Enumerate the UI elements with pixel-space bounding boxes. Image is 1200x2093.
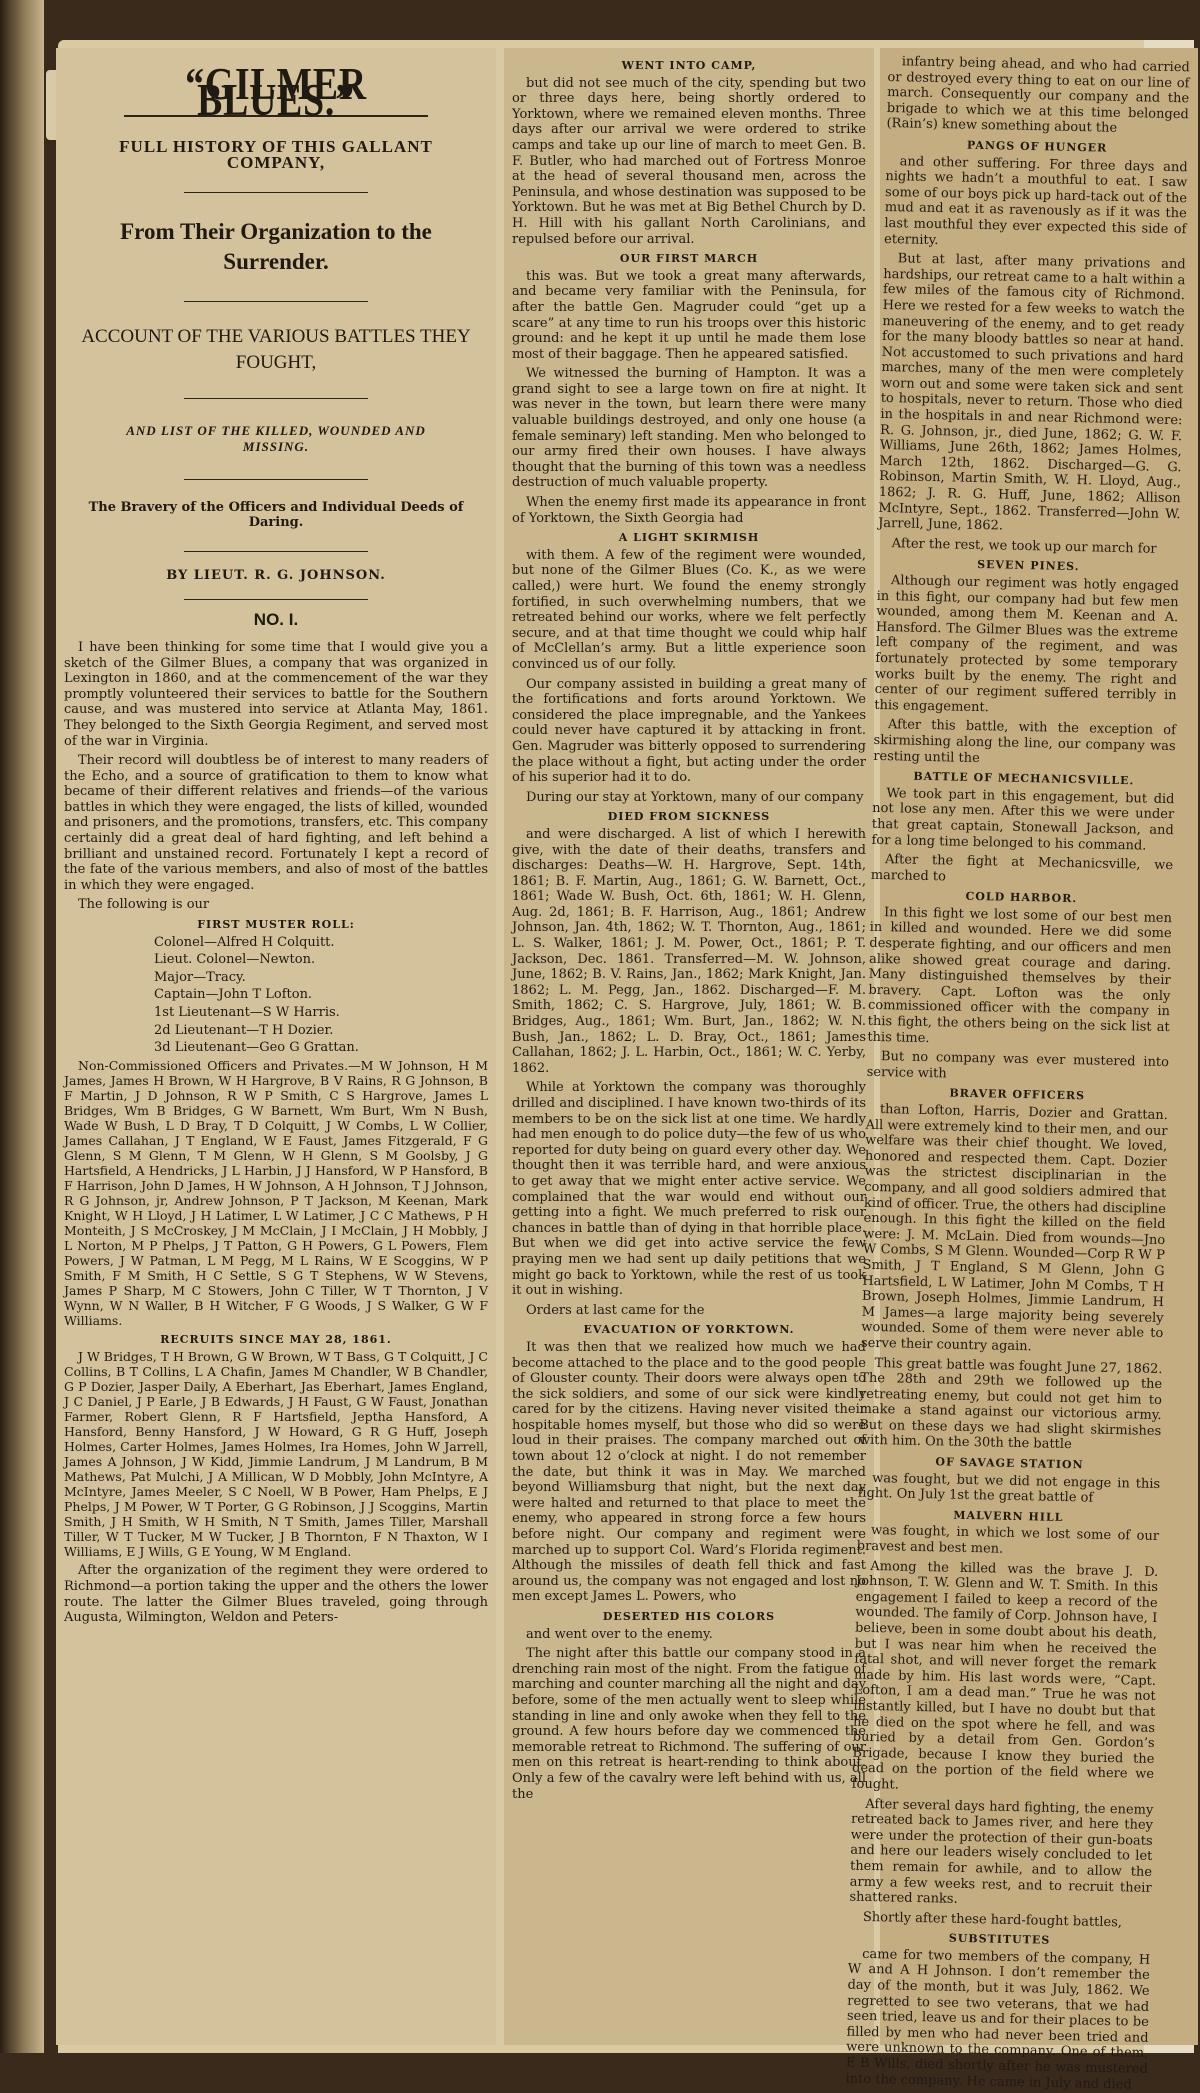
part-number: NO. I.: [253, 610, 299, 630]
paragraph: than Lofton, Harris, Dozier and Grattan. All were extremely kind to their men, and our welfare was their chief thought. We loved, honored and respected them. Capt. Dozier was the strictest disciplinarian in the company, and all good soldiers admired that kind of officer. True, the others had discipline enough. In this fight the killed on the field were: J. M. McLain. Died from wounds—Jno W Combs, S M Glenn. Wounded—Corp R W P Smith, J T England, S M Glenn, John G Hartsfield, L W Latimer, John M Combs, T H Brown, Joseph Holmes, Jimmie Landrum, H M James—a large majority being severely wounded. Some of them were never able to serve their country again.: [860, 1102, 1168, 1355]
muster-entry: 1st Lieutenant—S W Harris.: [154, 1005, 340, 1020]
paragraph: I have been thinking for some time that I would give you a sketch of the Gilmer Blues, a company that was organized in Lexington in 1860, and at the commencement of the war they promptly volunteered their services to battle for the Southern cause, and was mustered into service at Atlanta May, 1861. They belonged to the Sixth Georgia Regiment, and served most of the war in Virginia.: [64, 639, 488, 749]
clipping-column-3: [845, 48, 1198, 2093]
paragraph: was fought, but we did not engage in this fight. On July 1st the great battle of: [857, 1470, 1161, 1506]
paragraph: It was then that we realized how much we had become attached to the place and to the good people of Glouster county. Their doors were always open to the sick soldiers, and some of our sick were kindly cared for by the citizens. Having never visited their hospitable homes myself, but those who did so were loud in their praises. The company marched out of town about 12 o’clock at night. I do not remember the date, but think it was in May. We marched beyond Williamsburg that night, but the next day were halted and returned to that place to meet the enemy, who appeared in strong force a few hours before night. Our company and regiment were marched up to support Col. Ward’s Florida regiment. Although the missiles of death fell thick and fast around us, the company was not engaged and lost no men except James L. Powers, who: [512, 1339, 866, 1605]
divider: [184, 301, 368, 302]
paragraph: After the rest, we took up our march for: [891, 536, 1157, 557]
recruits-list: J W Bridges, T H Brown, G W Brown, W T Bass, G T Colquitt, J C Collins, B T Collins, L A Chafin, James M Chandler, W B Chandler, G P Dozier, Jasper Daily, A Eberhart, Jas Eberhart, James England, J C Daniel, J P Earle, J B Edwards, J H Faust, G W Faust, Jonathan Farmer, Robert Glenn, R F Hartsfield, Jeptha Hansford, A Hansford, Benny Hansford, J W Howard, G R G Huff, Joseph Holmes, Carter Holmes, James Holmes, Ira Homes, John W Jarrell, James A Johnson, J W Kidd, Jimmie Landrum, J M Landrum, B M Mathews, Pat Mulchi, J A Millican, W D Mobbly, John McIntyre, A McIntyre, James Meeler, S C Noell, W B Power, Ham Phelps, E J Phelps, J M Power, W T Porter, G G Robinson, J J Scoggins, Martin Smith, J H Smith, W H Smith, N T Smith, James Tiller, Marshall Tiller, W T Tucker, M W Tucker, J B Thornton, F N Thaxton, W I Williams, E J Wills, G E Young, W M England.: [64, 1349, 488, 1560]
section-heading: OUR FIRST MARCH: [619, 252, 759, 266]
masthead-title: “GILMER BLUES.”: [185, 58, 367, 125]
paragraph: Among the killed was the brave J. D. Johnson, T. W. Glenn and W. T. Smith. In this engagement I failed to keep a record of the wounded. The family of Corp. Johnson have, I believe, been in some doubt about his death, but I was near him when he received the fatal shot, and will never forget the remark made by him. His last words were, “Capt. Lofton, I am a dead man.” True he was not instantly killed, but I have no doubt but that he died on the spot where he fell, and was buried by a detail from Gen. Gordon’s Brigade, because I know they buried the dead on the portion of the field where we fought.: [851, 1558, 1159, 1793]
clipping-column-2: [504, 48, 874, 2045]
paragraph: But no company was ever mustered into service with: [866, 1049, 1170, 1082]
headline-organization: From Their Organization to the Surrender.: [120, 219, 432, 275]
clipping-column-1: [56, 48, 496, 2045]
paragraph: this was. But we took a great many afterwards, and became very familiar with the Peninsula, for after the battle Gen. Magruder could “get up a scare” at any time to run his troops over this historic ground: and he kept it up until he made them lose most of their baggage. Then he appeared satisfied.: [512, 268, 866, 362]
paragraph: Although our regiment was hotly engaged in this fight, our company had but few men wounded, among them M. Keenan and A. Hansford. The Gilmer Blues was the extreme left company of the regiment, and was fortunately protected by some temporary works built by the enemy. The right and center of our regiment suffered terribly in this engagement.: [874, 573, 1180, 716]
paragraph: After this battle, with the exception of skirmishing along the line, our company was resting until the: [873, 717, 1177, 766]
paragraph: We took part in this engagement, but did not lose any men. After this we were under that great captain, Stonewall Jackson, and for a long time belonged to his command.: [871, 785, 1175, 854]
divider: [184, 551, 368, 552]
paragraph: Their record will doubtless be of interest to many readers of the Echo, and a source of gratification to them to know what became of their different relatives and friends—of the various battles in which they were engaged, the lists of killed, wounded and prisoners, and the promotions, transfers, etc. This company certainly did a great deal of hard fighting, and left behind a brilliant and unstained record. Fortunately I kept a record of the fate of the various members, and also of most of the battles in which they were engaged.: [64, 753, 488, 893]
muster-entry: Captain—John T Lofton.: [154, 987, 313, 1003]
section-heading: A LIGHT SKIRMISH: [618, 531, 760, 545]
headline-history: FULL HISTORY OF THIS GALLANT COMPANY,: [119, 137, 433, 172]
divider: [184, 599, 368, 600]
section-heading: FIRST MUSTER ROLL:: [197, 918, 355, 932]
book-spine-edge: [0, 0, 44, 2053]
section-heading: EVACUATION OF YORKTOWN.: [583, 1323, 795, 1337]
divider: [184, 479, 368, 480]
headline-casualty-list: AND LIST OF THE KILLED, WOUNDED AND MISSING.: [126, 423, 426, 454]
muster-entry: Major—Tracy.: [154, 969, 246, 985]
section-heading: PANGS OF HUNGER: [966, 138, 1108, 155]
paragraph: The night after this battle our company stood in a drenching rain most of the night. From the fatigue of marching and counter marching all the night and day before, some of the men actually went to sleep while standing in line and only awoke when they fell to the ground. A few hours before day we commenced the memorable retreat to Richmond. The suffering of our men on this retreat is heart-rending to think about. Only a few of the cavalry were left behind with us, all the: [512, 1646, 866, 1802]
paragraph: When the enemy first made its appearance in front of Yorktown, the Sixth Georgia had: [512, 495, 866, 526]
paragraph: but did not see much of the city, spending but two or three days here, being shortly ordered to Yorktown, where we remained eleven months. Three days after our arrival we were ordered to strike camps and take up our line of march to meet Gen. B. F. Butler, who had marched out of Fortress Monroe at the head of several thousand men, across the Peninsula, and whose destination was supposed to be Yorktown. But he was met at Big Bethel Church by D. H. Hill with his gallant North Carolinians, and repulsed before our arrival.: [512, 75, 866, 247]
paragraph: We witnessed the burning of Hampton. It was a grand sight to see a large town on fire at night. It was never in the town, but learn there were many valuable buildings destroyed, and only one house (a female seminary) left standing. Men who belonged to our army fired their own houses. I have always thought that the burning of this town was a needless destruction of much valuable property.: [512, 366, 866, 491]
headline-battles: ACCOUNT OF THE VARIOUS BATTLES THEY FOUGHT,: [81, 326, 471, 374]
divider: [184, 192, 368, 193]
paragraph: This great battle was fought June 27, 1862. The 28th and 29th we followed up the retreating enemy, but could not get him to make a stand against our victorious army. But on these days we had slight skirmishes with him. On the 30th the battle: [858, 1355, 1163, 1453]
paragraph: and were discharged. A list of which I herewith give, with the date of their deaths, transfers and discharges: Deaths—W. H. Hargrove, Sept. 14th, 1861; B. F. Martin, Aug., 1861; G. W. Barnett, Oct., 1861; Wade W. Bush, Oct. 6th, 1861; W. H. Glenn, Aug. 2d, 1861; B. F. Harrison, Aug., 1861; Andrew Johnson, Jan. 4th, 1862; W. T. Thornton, Aug., 1861; L. S. Walker, 1861; J. M. Power, Oct., 1861; P. T. Jackson, Dec. 1861. Transferred—M. W. Johnson, June, 1862; B. V. Rains, Jan., 1862; Mark Knight, Jan. 1862; L. M. Pegg, Jan., 1862. Discharged—F. M. Smith, 1862; C. S. Hargrove, July, 1861; W. B. Bridges, Aug., 1861; Wm. Burt, Jan., 1862; W. N. Bush, Jan., 1862; L. D. Bray, Oct., 1861; James Callahan, 1862; J. L. Harbin, Oct., 1861; W. C. Yerby, 1862.: [512, 826, 866, 1076]
paragraph: But at last, after many privations and hardships, our retreat came to a halt within a few miles of the famous city of Richmond. Here we rested for a few weeks to watch the maneuvering of the enemy, and to get ready for the many bloody battles so near at hand. Not accustomed to such privations and hard marches, many of the men were completely worn out and some were taken sick and sent to hospitals, never to return. Those who died in the hospitals in and near Richmond were: R. G. Johnson, jr., died June, 1862; G. W. F. Williams, June 26th, 1862; James Holmes, March 12th, 1862. Discharged—G. G. Robinson, Martin Smith, W. H. Lloyd, Aug., 1862; J. R. G. Huff, June, 1862; Allison McIntyre, Sept., 1862. Transferred—John W. Jarrell, June, 1862.: [878, 251, 1186, 534]
section-heading: BATTLE OF MECHANICSVILLE.: [913, 769, 1135, 788]
paragraph: Orders at last came for the: [526, 1302, 705, 1318]
paragraph: infantry being ahead, and who had carried or destroyed every thing to eat on our line of march. Consequently our company and the brigade to which we at this time belonged (Rain’s) knew something about the: [886, 54, 1190, 137]
muster-entry: Lieut. Colonel—Newton.: [154, 952, 316, 968]
paragraph: While at Yorktown the company was thoroughly drilled and disciplined. I have known two-thirds of its members to be on the sick list at one time. We hardly had men enough to do police duty—the few of us who reported for duty being on guard every other day. We thought then it was terrible hard, and were anxious to get away that we might enter active service. We complained that the war would end without our getting into a fight. We much preferred to risk our chances in battle than of dying in that horrible place. But when we did get into active service the few praying men we had sent up daily petitions that we might go back to Yorktown, while the rest of us took it out in wishing.: [512, 1080, 866, 1299]
paragraph: with them. A few of the regiment were wounded, but none of the Gilmer Blues (Co. K., as we were called,) were hurt. We found the enemy strongly fortified, in such overwhelming numbers, that we retreated behind our works, where we felt perfectly secure, and at that time thought we could whip half of McClellan’s army. But a little experience soon convinced us of our folly.: [512, 547, 866, 672]
muster-entry: 3d Lieutenant—Geo G Grattan.: [154, 1040, 359, 1056]
paragraph: The following is our: [78, 897, 210, 913]
paragraph: In this fight we lost some of our best men in killed and wounded. Here we did some desperate fighting, and our officers and men alike showed great courage and daring. Many distinguished themselves by their bravery. Capt. Lofton was the only commissioned officer with the company in this fight, the others being on the sick list at this time.: [867, 904, 1173, 1046]
muster-entry: 2d Lieutenant—T H Dozier.: [154, 1022, 334, 1038]
paragraph: came for two members of the company, H W and A H Johnson. I don’t remember the day of the month, but it was July, 1862. We regretted to see two veterans, that we had seen tried, leave us and for their places to be filled by men who had never been tried and were unknown to the company. One of them, E B Wills, died shortly after he was mustered into the company. He came in July and died: [845, 1946, 1151, 2093]
paragraph: After the fight at Mechanicsville, we marched to: [870, 852, 1174, 885]
divider: [184, 398, 368, 399]
paragraph: was fought, in which we lost some of our bravest and best men.: [856, 1523, 1160, 1557]
paragraph: Our company assisted in building a great many of the fortifications and forts around Yorktown. We considered the place impregnable, and the Yankees could never have captured it by attacking in front. Gen. Magruder was bitterly opposed to surrendering the place without a fight, but acting under the order of his superior had it to do.: [512, 676, 866, 786]
section-heading: SUBSTITUTES: [948, 1931, 1051, 1948]
section-heading: DIED FROM SICKNESS: [607, 810, 771, 824]
headline-bravery: The Bravery of the Officers and Individual Deeds of Daring.: [88, 499, 464, 531]
section-heading: BRAVER OFFICERS: [949, 1086, 1086, 1103]
section-heading: WENT INTO CAMP,: [621, 59, 757, 72]
paragraph: Shortly after these hard-fought battles,: [862, 1909, 1123, 1930]
section-heading: COLD HARBOR.: [965, 890, 1078, 906]
paragraph: During our stay at Yorktown, many of our company: [526, 789, 864, 805]
section-heading: DESERTED HIS COLORS: [602, 1610, 776, 1623]
byline: BY LIEUT. R. G. JOHNSON.: [166, 567, 386, 583]
section-heading: OF SAVAGE STATION: [935, 1455, 1084, 1472]
section-heading: MALVERN HILL: [953, 1508, 1064, 1524]
paragraph: After the organization of the regiment they were ordered to Richmond—a portion taking the upper and the others the lower route. The latter the Gilmer Blues traveled, going through Augusta, Wilmington, Weldon and Peters-: [64, 1563, 488, 1626]
muster-entry: Colonel—Alfred H Colquitt.: [154, 934, 335, 950]
section-heading: SEVEN PINES.: [976, 558, 1080, 574]
section-heading: RECRUITS SINCE MAY 28, 1861.: [160, 1332, 392, 1346]
privates-list: Non-Commissioned Officers and Privates.—M W Johnson, H M James, James H Brown, W H Hargrove, B V Rains, R G Johnson, B F Martin, J D Johnson, R W P Smith, C S Hargrove, James L Bridges, Wm B Bridges, G W Barnett, Wm Burt, Wm N Bush, Wade W Bush, L D Bray, T D Colquitt, J W Combs, L W Collier, James Callahan, J T England, W E Faust, James Fitzgerald, F G Glenn, S M Glenn, T M Glenn, W H Glenn, S M Goolsby, J G Hartsfield, A Hendricks, J L Harbin, J J Hansford, W P Hansford, B F Harrison, John D James, H W Johnson, A H Johnson, T J Johnson, R G Johnson, jr, Andrew Johnson, P T Jackson, M Keenan, Mark Knight, W H Lloyd, J H Latimer, L W Latimer, J C C Mathews, P H Monteith, J S McCroskey, J M McClain, J I McClain, J H Mobbly, J L Norton, M P Phelps, J T Patton, G H Powers, G L Powers, Flem Powers, J W Patman, L M Pegg, M L Rains, W E Scoggins, W P Smith, F M Smith, H C Settle, S G T Stephens, W W Stevens, James P Sharp, M C Stowers, John C Tiller, W T Thornton, J V Wynn, W N Waller, B H Witcher, F G Woods, J S Walker, G W F Williams.: [64, 1057, 488, 1328]
paragraph: and went over to the enemy.: [526, 1626, 713, 1642]
paragraph: After several days hard fighting, the enemy retreated back to James river, and here they were under the protection of their gun-boats and here our leaders wisely concluded to let them remain for awhile, and to allow the army a few weeks rest, and to recruit their shattered ranks.: [849, 1796, 1154, 1907]
paragraph: and other suffering. For three days and nights we hadn’t a mouthful to eat. I saw some of our boys pick up hard-tack out of the mud and eat it as ravenously as if it was the last mouthful they ever expected this side of eternity.: [883, 153, 1188, 248]
